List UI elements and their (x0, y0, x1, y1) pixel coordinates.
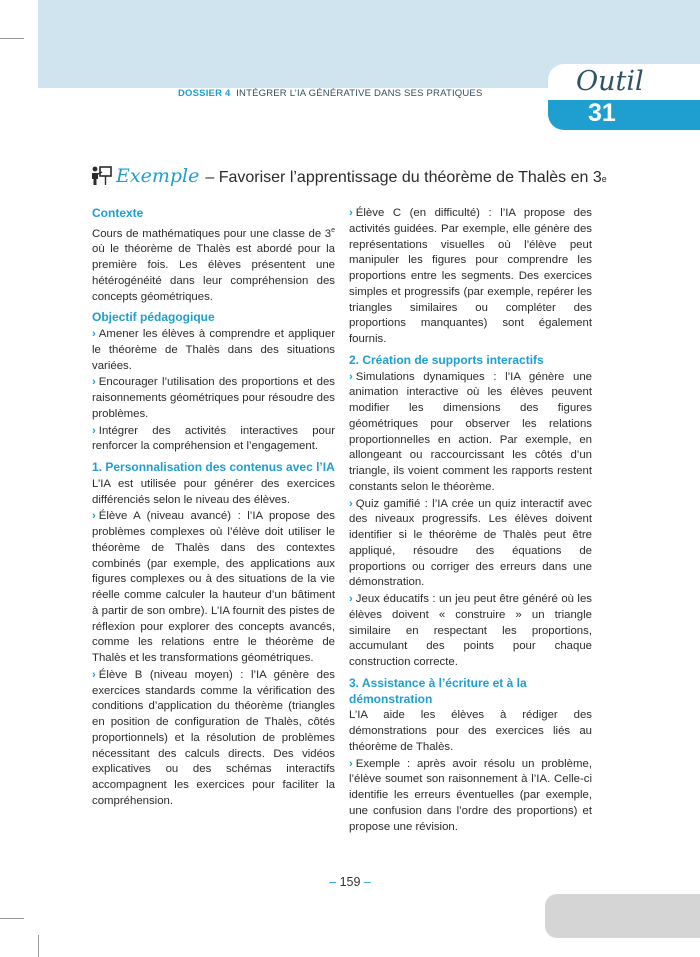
crop-mark (38, 935, 39, 957)
chevron-right-icon: › (349, 757, 353, 770)
simulations-item: › Simulations dynamiques : l’IA génère une animation interactive où les élèves peuvent modifier les dimensions des figures géométriques pour observer les relations proportionnelles en action. Par exemple, en allongeant ou raccourcissant les côtés d’un triangle, ils voient comment les rapports restent constants selon le théorème. (349, 370, 592, 493)
chevron-right-icon: › (92, 510, 96, 523)
objectif-heading: Objectif pédagogique (92, 310, 215, 325)
section1-intro: L’IA est utilisée pour générer des exercices différenciés selon le niveau des élèves. (92, 477, 335, 506)
page-number: 159 (339, 875, 361, 889)
eleve-c: › Élève C (en difficulté) : l’IA propose des activités guidées. Par exemple, elle génère des représentations visuelles où l’élève peut manipuler les figures pour comprendre les proportions entre les segments. Des exercices simples et progressifs (par exemple, repérer les triangles similaires ou compléter des proportions manquantes) sont également fournis. (349, 207, 592, 345)
objectif-item: › Amener les élèves à comprendre et appliquer le théorème de Thalès dans des situations variées. (92, 328, 335, 372)
page-title (90, 165, 607, 187)
objectif-item: › Encourager l’utilisation des proportions et des raisonnements géométriques pour résoudre des problèmes. (92, 376, 335, 420)
chevron-right-icon: › (349, 497, 353, 510)
jeux-item: › Jeux éducatifs : un jeu peut être généré où les élèves doivent « construire » un triangle similaire en respectant les proportions, accumulant des points pour chaque construction correcte. (349, 593, 592, 668)
chevron-right-icon: › (349, 207, 353, 219)
objectif-item: › Intégrer des activités interactives pour renforcer la compréhension et l’engagement. (92, 424, 335, 453)
outil-number: 31 (588, 99, 616, 127)
quiz-item: › Quiz gamifié : l’IA crée un quiz interactif avec des niveaux progressifs. Les élèves doivent identifier si le théorème de Thalès peut être appliqué, résoudre des équations de proportions ou corriger des erreurs dans une démonstration. (349, 497, 592, 589)
exemple-item: › Exemple : après avoir résolu un problème, l’élève soumet son raisonnement à l’IA. Celle-ci identifie les erreurs éventuelles (par exemple, une confusion dans l’ordre des proportions) et propose une révision. (349, 757, 592, 833)
title-sup: e (601, 174, 607, 184)
right-column (349, 206, 592, 836)
section2-heading: 2. Création de supports interactifs (349, 352, 544, 367)
chevron-right-icon: › (92, 668, 96, 681)
chevron-right-icon: › (349, 370, 353, 383)
example-word: Exemple (116, 165, 200, 187)
dossier-title: INTÉGRER L’IA GÉNÉRATIVE DANS SES PRATIQUES (236, 88, 483, 99)
chevron-right-icon: › (349, 593, 353, 605)
crop-mark (0, 918, 24, 919)
section1-heading: 1. Personnalisation des contenus avec l’IA (92, 460, 335, 475)
dossier-header (178, 88, 483, 99)
chevron-right-icon: › (92, 328, 96, 341)
footer-grey-tab (545, 894, 700, 938)
contexte-heading: Contexte (92, 206, 144, 220)
eleve-a: › Élève A (niveau avancé) : l’IA propose des problèmes complexes où l’élève doit utiliser le théorème de Thalès dans des contextes combinés (par exemple, des applications aux figures complexes ou à des situations de la vie réelle comme calculer la hauteur d’un bâtiment à partir de son ombre). L’IA fournit des pistes de réflexion pour explorer des concepts avancés, comme les relations entre le théorème de Thalès et les transformations géométriques. (92, 510, 336, 665)
section3-intro: L’IA aide les élèves à rédiger des démonstrations pour des exercices liés au théorème de Thalès. (349, 709, 592, 753)
teacher-board-icon (90, 165, 112, 187)
section3-heading: 3. Assistance à l’écriture et à la démonstration (349, 675, 527, 706)
page-footer: – 159 – (329, 875, 371, 889)
chevron-right-icon: › (92, 424, 96, 437)
eleve-b: › Élève B (niveau moyen) : l’IA génère des exercices standards comme la vérification des conditions d’application du théorème (triangles en position de configuration de Thalès, côtés proportionnels) et la résolution de problèmes nécessitant des calculs directs. Des vidéos explicatives ou des schémas interactifs accompagnent les exercices pour faciliter la compréhension. (92, 668, 335, 807)
outil-word: Outil (576, 66, 644, 97)
crop-mark (0, 38, 24, 39)
title-text: – Favoriser l’apprentissage du théorème de Thalès en 3 (205, 169, 602, 186)
contexte-text: Cours de mathématiques pour une classe de 3e où le théorème de Thalès est abordé pour la première fois. Les élèves présentent une hétérogénéité dans leur compréhension des concepts géométriques. (92, 226, 335, 303)
left-column (92, 206, 335, 811)
dossier-label: DOSSIER 4 (178, 88, 231, 99)
chevron-right-icon: › (92, 376, 96, 389)
